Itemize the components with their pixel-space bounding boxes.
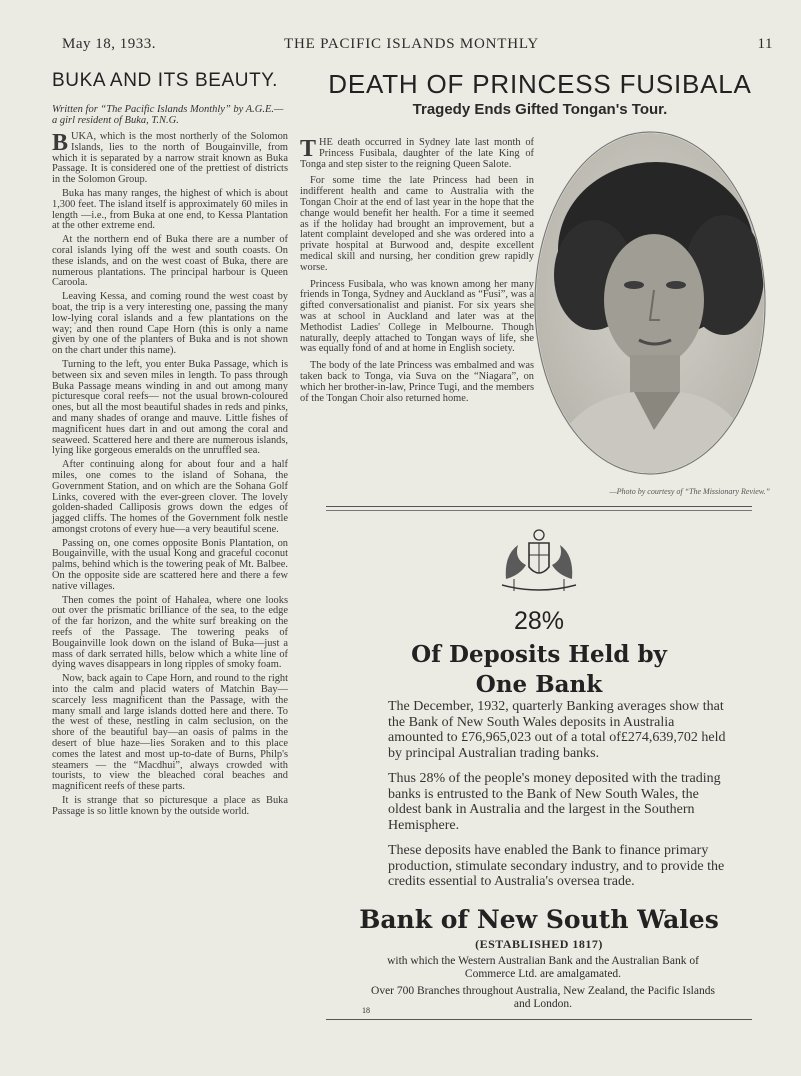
buka-paragraph: Now, back again to Cape Horn, and round to the right into the calm and placid waters of Matchin Bay—scarcely less magnificent than the Passage, with the many small and large islands dotted here and there. To the west of these, nestling in calm seclusion, on the shore of the beautiful bay—an oasis of palms in the desert of blue haze—lies Soraken and to this place comes the latest and most up-to-date of Burns, Philp's steamers — the “Macdhui”, always crowded with tourists, to view the bleached coral beaches and magnificent reefs of these parts. bbox=[52, 673, 288, 793]
issue-date: May 18, 1933. bbox=[62, 36, 156, 52]
drop-cap: T bbox=[300, 136, 317, 162]
buka-paragraph: Buka has many ranges, the highest of which is about 1,300 feet. The island itself is approximately 60 miles in length —i.e., from Buka at one end, to Kessa Plantation at the other extreme end. bbox=[52, 187, 288, 232]
publication-title: THE PACIFIC ISLANDS MONTHLY bbox=[284, 36, 539, 52]
buka-paragraph: BUKA, which is the most northerly of the Solomon Islands, lies to the north of Bougainville, from which it is separated by a narrow strait known as Buka Passage. It is considered one of the prettiest of districts in the Solomon Group. bbox=[52, 130, 288, 186]
ad-paragraph: The December, 1932, quarterly Banking averages show that the Bank of New South Wales deposits in Australia amounted to £76,965,023 out of a total of£274,639,702 held by principal Australian trading banks. bbox=[388, 699, 726, 761]
buka-paragraph: It is strange that so picturesque a place as Buka Passage is so little known by the outside world. bbox=[52, 795, 288, 817]
fusibala-paragraph: For some time the late Princess had been in indifferent health and came to Australia with the Tongan Choir at the end of last year in the hope that the change would benefit her health. For a time it seemed as if the holiday had brought an improvement, but a latent complaint developed and she was ordered into a private hospital at Burwood and, despite excellent medical skill and nursing, her condition grew rapidly worse. bbox=[300, 175, 534, 273]
ad-body bbox=[388, 699, 730, 900]
bank-established: (ESTABLISHED 1817) bbox=[475, 937, 603, 951]
bank-crest-icon bbox=[496, 521, 582, 599]
bank-advertisement bbox=[326, 506, 752, 1020]
buka-paragraph: Then comes the point of Hahalea, where one looks out over the prismatic brilliance of the sea, to the edge of the far horizon, and the white surf breaking on the reefs of the Passage. The towering peaks of Bougainville look down on the island of Buka—just a mass of dark serrated hills, below which a white line of dying waves disappears in long ripples of smoky foam. bbox=[52, 594, 288, 671]
ad-paragraph: Thus 28% of the people's money deposited with the trading banks is entrusted to the Bank of New South Wales, the oldest bank in Australia and the largest in the Southern Hemisphere. bbox=[388, 771, 721, 833]
bank-amalgamation-note: with which the Western Australian Bank and the Australian Bank of Commerce Ltd. are amalgamated. bbox=[387, 955, 699, 980]
buka-article-title: BUKA AND ITS BEAUTY. bbox=[52, 70, 279, 91]
fusibala-paragraph: Princess Fusibala, who was known among her many friends in Tonga, Sydney and Auckland as “Fusi”, was a gifted conversationalist and pianist. For six years she was at school in Auckland and later was at the Methodist Ladies' College in Melbourne. Though naturally, deeply attached to Tongan ways of life, she was equally fond of and at home in English society. bbox=[300, 278, 534, 355]
fusibala-paragraph: The body of the late Princess was embalmed and was taken back to Tonga, via Suva on the “Niagara”, on which her brother-in-law, Prince Tugi, and the members of the Tongan Choir also returned home. bbox=[300, 360, 534, 404]
ad-paragraph: These deposits have enabled the Bank to finance primary production, stimulate secondary industry, and to provide the credits essential to Australia's oversea trade. bbox=[388, 843, 725, 889]
page-header bbox=[62, 36, 773, 58]
fusibala-paragraph: THE death occurred in Sydney late last month of Princess Fusibala, daughter of the late King of Tonga and step sister to the reigning Queen Salote. bbox=[300, 136, 534, 170]
buka-byline: Written for “The Pacific Islands Monthly” by A.G.E.—a girl resident of Buka, T.N.G. bbox=[52, 104, 284, 126]
page-number: 11 bbox=[757, 36, 773, 52]
photo-caption: —Photo by courtesy of “The Missionary Review.” bbox=[609, 487, 770, 496]
fusibala-article-subtitle: Tragedy Ends Gifted Tongan's Tour. bbox=[412, 101, 668, 118]
ad-headline-line1: Of Deposits Held by bbox=[411, 641, 667, 668]
ad-footnote: 18 bbox=[362, 1006, 370, 1015]
ad-percentage: 28% bbox=[513, 607, 565, 635]
buka-paragraph: After continuing along for about four and a half miles, one comes to the island of Sohana, the Government Station, and on which are the Sohana Golf Links, covered with the ever-green clover. The lovely golden-shaded Calliposis grows down the edges of jagged cliffs. The homes of the Government folk nestle amongst crotons of every hue—a very beautiful scene. bbox=[52, 459, 288, 535]
ad-headline-line2: One Bank bbox=[475, 671, 603, 698]
princess-portrait-photo bbox=[534, 130, 766, 476]
ad-headline bbox=[326, 640, 752, 700]
buka-article-body bbox=[52, 132, 288, 818]
fusibala-article-title: DEATH OF PRINCESS FUSIBALA bbox=[328, 69, 752, 99]
bank-branches-note: Over 700 Branches throughout Australia, New Zealand, the Pacific Islands and London. bbox=[371, 985, 715, 1010]
ad-rule bbox=[326, 510, 752, 511]
buka-paragraph: Turning to the left, you enter Buka Passage, which is between six and seven miles in length. To pass through Buka Passage means winding in and out among many picturesque coral reefs— not the usual brown-coloured ones, but all the most beautiful shades in reds and pinks, and many shades of orange and mauve. Little fishes of magnificent hues dart in and out among the coral and seaweed. Scattered here and there are numerous islands, lying like gorgeous emeralds on the unruffled sea. bbox=[52, 358, 288, 457]
buka-paragraph: Passing on, one comes opposite Bonis Plantation, on Bougainville, with the usual Kong and graceful coconut palms, behind which is the towering peak of Mt. Balbee. On the opposite side are scattered here and there a few native villages. bbox=[52, 537, 288, 592]
bank-name: Bank of New South Wales bbox=[359, 905, 719, 934]
buka-paragraph: Leaving Kessa, and coming round the west coast by boat, the trip is a very interesting one, passing the many low-lying coral islands and a few plantations on the way; and then round Cape Horn (this is only a name given by one of the planters of Buka and is not shown on the chart under this name). bbox=[52, 291, 288, 357]
buka-paragraph: At the northern end of Buka there are a number of coral islands lying off the west and south coasts. On these islands, and on the west coast of Buka, there are numerous plantations. The principal harbour is Queen Caroola. bbox=[52, 234, 288, 289]
fusibala-article-body bbox=[300, 138, 534, 410]
buka-article bbox=[52, 70, 288, 821]
drop-cap: B bbox=[52, 130, 69, 156]
